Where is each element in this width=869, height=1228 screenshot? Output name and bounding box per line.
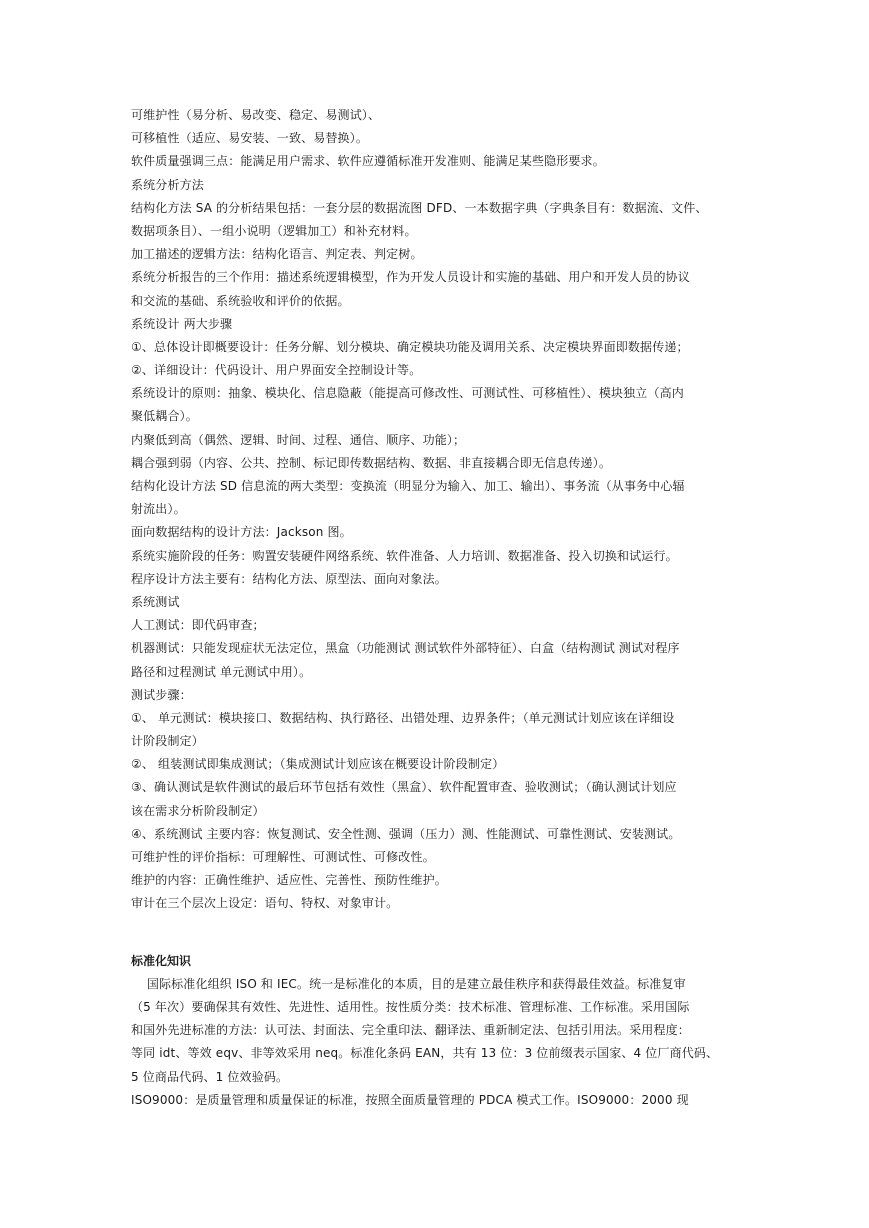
text-line: ③、确认测试是软件测试的最后环节包括有效性（黑盒）、软件配置审查、验收测试；（确认测试计划应 [131,780,677,795]
text-line: 等同 idt、等效 eqv、非等效采用 neq。标准化条码 EAN，共有 13 位：3 位前缀表示国家、4 位厂商代码、 [131,1046,719,1061]
text-line: ISO9000：是质量管理和质量保证的标准，按照全面质量管理的 PDCA 模式工作。ISO9000：2000 现 [131,1092,689,1107]
section-heading-standardization: 标准化知识 [131,953,192,968]
section-title-system-testing: 系统测试 [131,594,180,609]
text-line: 和交流的基础、系统验收和评价的依据。 [131,293,350,308]
text-line: 可移植性（适应、易安装、一致、易替换）。 [131,131,369,146]
section-title-system-design: 系统设计 两大步骤 [131,316,233,331]
text-line: 维护的内容：正确性维护、适应性、完善性、预防性维护。 [131,873,447,888]
text-line: 射流出）。 [131,502,186,517]
text-line: ①、 单元测试：模块接口、数据结构、执行路径、出错处理、边界条件；（单元测试计划应该在详细设 [131,710,675,725]
text-line: 结构化方法 SA 的分析结果包括：一套分层的数据流图 DFD、一本数据字典（字典条目有：数据流、文件、 [131,200,708,215]
text-line: 系统设计的原则：抽象、模块化、信息隐蔽（能提高可修改性、可测试性、可移植性）、模块独立（高内 [131,386,684,401]
text-line: （5 年次）要确保其有效性、先进性、适用性。按性质分类：技术标准、管理标准、工作标准。采用国际 [131,999,690,1014]
text-line: 结构化设计方法 SD 信息流的两大类型：变换流（明显分为输入、加工、输出）、事务流（从事务中心辐 [131,479,685,493]
text-line: 内聚低到高（偶然、逻辑、时间、过程、通信、顺序、功能）； [131,432,466,447]
text-line: 程序设计方法主要有：结构化方法、原型法、面向对象法。 [131,571,447,586]
document-page [131,104,743,1112]
text-line: 该在需求分析阶段制定） [131,803,265,818]
text-line: 面向数据结构的设计方法：Jackson 图。 [131,525,352,540]
paragraph-spacer [131,939,743,950]
text-line: ①、总体设计即概要设计：任务分解、划分模块、确定模块功能及调用关系、决定模块界面即数据传递； [131,339,689,354]
text-line: 国际标准化组织 ISO 和 IEC。统一是标准化的本质，目的是建立最佳秩序和获得最佳效益。标准复审 [131,976,686,991]
text-line: 和国外先进标准的方法：认可法、封面法、完全重印法、翻译法、重新制定法、包括引用法。采用程度： [131,1023,690,1038]
text-line: 路径和过程测试 单元测试中用）。 [131,664,312,679]
text-line: 加工描述的逻辑方法：结构化语言、判定表、判定树。 [131,247,423,262]
text-line: 5 位商品代码、1 位效验码。 [131,1069,289,1084]
text-line: 机器测试：只能发现症状无法定位，黑盒（功能测试 测试软件外部特征）、白盒（结构测试 测试对程序 [131,641,680,656]
text-line: 聚低耦合）。 [131,409,198,424]
text-line: 软件质量强调三点：能满足用户需求、软件应遵循标准开发准则、能满足某些隐形要求。 [131,154,605,169]
text-line: 可维护性的评价指标：可理解性、可测试性、可修改性。 [131,850,435,864]
text-line: 人工测试：即代码审查； [131,618,265,633]
paragraph-spacer [131,916,743,939]
text-line: 可维护性（易分析、易改变、稳定、易测试）、 [131,108,381,122]
text-line: 系统分析报告的三个作用：描述系统逻辑模型，作为开发人员设计和实施的基础、用户和开发人员的协议 [131,270,690,285]
text-line: 耦合强到弱（内容、公共、控制、标记即传数据结构、数据、非直接耦合即无信息传递）。 [131,455,612,470]
text-line: ②、详细设计：代码设计、用户界面安全控制设计等。 [131,363,422,378]
text-line: 审计在三个层次上设定：语句、特权、对象审计。 [131,896,399,911]
text-line: 计阶段制定） [131,734,204,749]
section-title-system-analysis: 系统分析方法 [131,177,204,192]
text-line: 测试步骤： [131,687,192,702]
text-line: 系统实施阶段的任务：购置安装硬件网络系统、软件准备、人力培训、数据准备、投入切换和试运行。 [131,548,678,563]
text-line: ④、系统测试 主要内容：恢复测试、安全性测、强调（压力）测、性能测试、可靠性测试、安装测试。 [131,826,681,841]
text-line: ②、 组装测试即集成测试；（集成测试计划应该在概要设计阶段制定） [131,757,505,772]
text-line: 数据项条目）、一组小说明（逻辑加工）和补充材料。 [131,223,417,238]
